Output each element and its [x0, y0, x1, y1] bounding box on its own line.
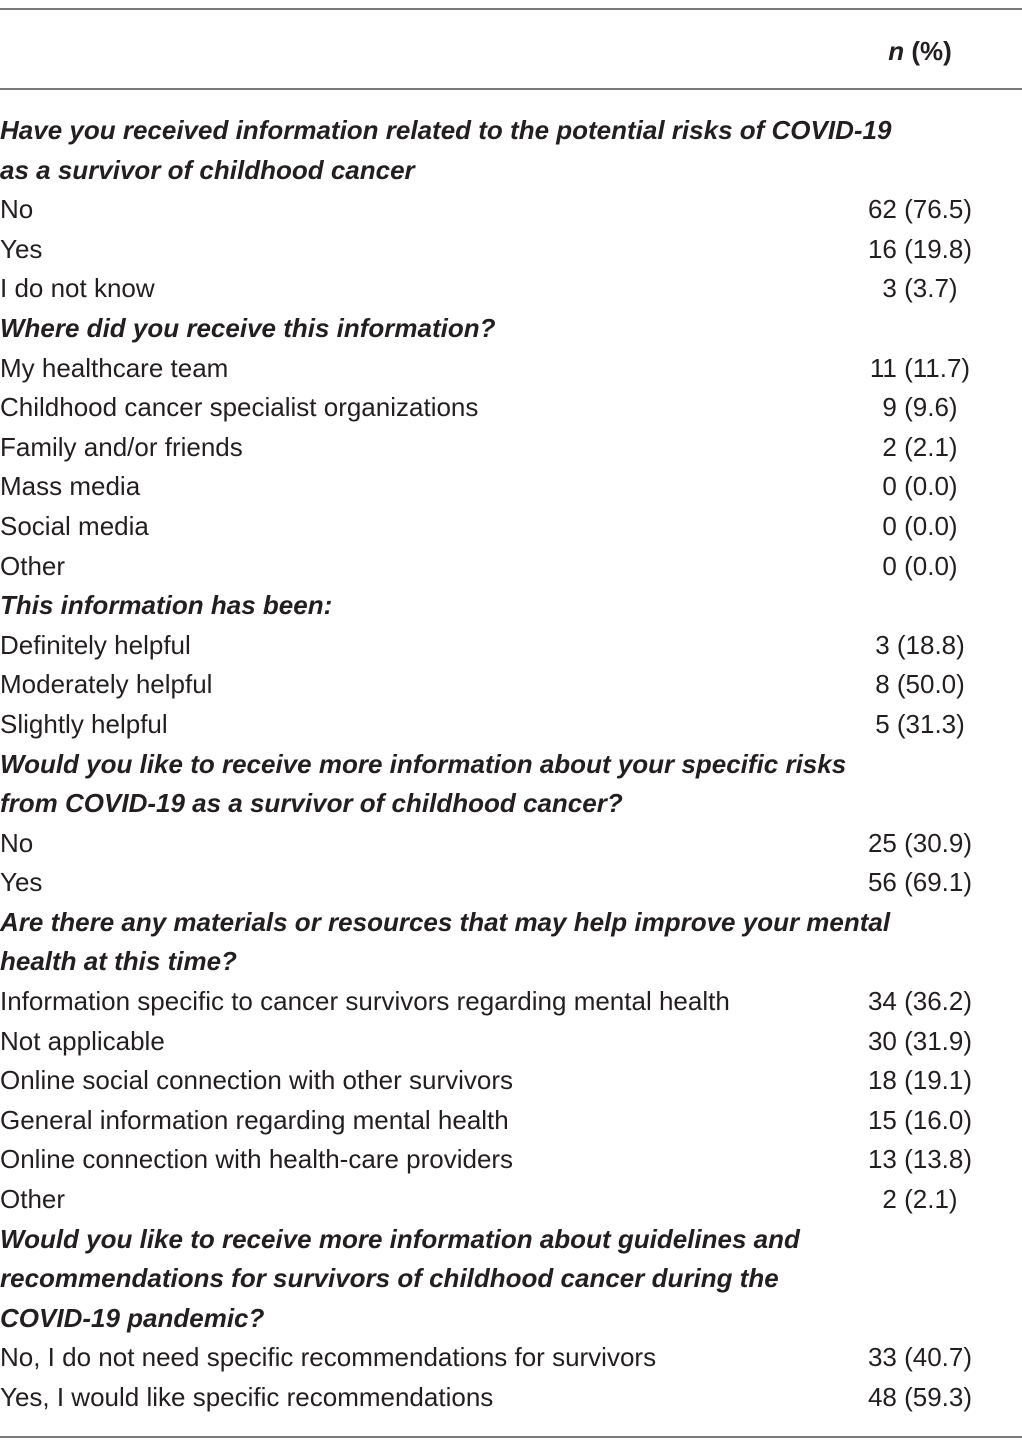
row-value: 34 (36.2)	[867, 986, 973, 1017]
row-label: Moderately helpful	[0, 669, 213, 700]
row-label: No, I do not need specific recommendations for survivors	[0, 1342, 657, 1373]
table-row	[0, 1378, 1022, 1418]
section-question	[0, 309, 1022, 349]
question-line: from COVID-19 as a survivor of childhood cancer?	[0, 788, 623, 819]
question-line: health at this time?	[0, 946, 237, 977]
row-value: 13 (13.8)	[867, 1144, 973, 1175]
section-question	[0, 586, 1022, 626]
table-bottom-rule	[0, 1436, 1022, 1438]
table-row	[0, 1101, 1022, 1141]
row-value: 48 (59.3)	[867, 1382, 973, 1412]
table-row	[0, 1022, 1022, 1062]
question-line: Would you like to receive more information about your specific risks	[0, 748, 847, 779]
table-row	[0, 547, 1022, 587]
row-value: 30 (31.9)	[867, 1025, 973, 1056]
section-question	[0, 111, 1022, 190]
row-label: Not applicable	[0, 1025, 165, 1056]
row-value: 3 (18.8)	[875, 629, 965, 660]
row-value: 5 (31.3)	[875, 708, 965, 739]
table-row	[0, 1180, 1022, 1220]
question-line: Would you like to receive more information about guidelines and	[0, 1223, 800, 1254]
row-value: 9 (9.6)	[882, 392, 958, 423]
question-line: recommendations for survivors of childhood cancer during the	[0, 1263, 779, 1294]
question-line: COVID-19 pandemic?	[0, 1302, 265, 1333]
table-row	[0, 1338, 1022, 1378]
row-label: Information specific to cancer survivors regarding mental health	[0, 986, 730, 1017]
row-label: Other	[0, 550, 66, 581]
row-label: Online connection with health-care providers	[0, 1144, 514, 1175]
row-value: 0 (0.0)	[882, 510, 958, 541]
row-label: No	[0, 827, 34, 858]
row-value: 18 (19.1)	[867, 1065, 973, 1096]
row-label: Online social connection with other survivors	[0, 1065, 514, 1096]
row-value: 33 (40.7)	[867, 1342, 973, 1373]
row-label: My healthcare team	[0, 352, 229, 383]
row-value: 56 (69.1)	[867, 867, 973, 898]
row-label: Slightly helpful	[0, 708, 168, 739]
row-value: 0 (0.0)	[882, 471, 958, 502]
table-row	[0, 388, 1022, 428]
table-row	[0, 665, 1022, 705]
table-row	[0, 1140, 1022, 1180]
header-pct: (%)	[904, 36, 952, 66]
row-label: Family and/or friends	[0, 431, 243, 462]
row-value: 62 (76.5)	[867, 194, 973, 225]
question-line: Have you received information related to the potential risks of COVID-19	[0, 115, 892, 145]
table-row	[0, 705, 1022, 745]
row-value: 8 (50.0)	[875, 669, 965, 700]
row-value: 25 (30.9)	[867, 827, 973, 858]
table-row	[0, 269, 1022, 309]
row-value: 2 (2.1)	[882, 1184, 958, 1215]
row-label: Childhood cancer specialist organizations	[0, 392, 479, 423]
section-question	[0, 1220, 1022, 1339]
table-body	[0, 111, 1022, 1418]
table-row	[0, 863, 1022, 903]
row-label: Mass media	[0, 471, 141, 502]
row-label: Yes	[0, 867, 43, 898]
row-value: 2 (2.1)	[882, 431, 958, 462]
question-line: This information has been:	[0, 590, 333, 621]
column-header-n-percent	[790, 31, 1022, 71]
row-label: Yes, I would like specific recommendations	[0, 1382, 494, 1412]
question-line: Where did you receive this information?	[0, 312, 496, 343]
question-line: Are there any materials or resources that may help improve your mental	[0, 906, 891, 937]
row-label: No	[0, 194, 34, 225]
section-question	[0, 745, 1022, 824]
table-row	[0, 982, 1022, 1022]
row-label: General information regarding mental health	[0, 1104, 509, 1135]
table-row	[0, 190, 1022, 230]
row-value: 15 (16.0)	[867, 1104, 973, 1135]
table-row	[0, 428, 1022, 468]
row-value: 16 (19.8)	[867, 233, 973, 264]
table-row	[0, 824, 1022, 864]
header-n: n	[888, 36, 905, 66]
row-value: 3 (3.7)	[882, 273, 958, 304]
row-label: Other	[0, 1184, 66, 1215]
table-row	[0, 349, 1022, 389]
row-label: Definitely helpful	[0, 629, 191, 660]
question-line: as a survivor of childhood cancer	[0, 154, 415, 185]
row-label: Yes	[0, 233, 43, 264]
table-row	[0, 1061, 1022, 1101]
table-row	[0, 230, 1022, 270]
row-value: 0 (0.0)	[882, 550, 958, 581]
table-top-rule	[0, 8, 1022, 10]
row-label: Social media	[0, 510, 149, 541]
table-row	[0, 507, 1022, 547]
table-header-rule	[0, 88, 1022, 90]
section-question	[0, 903, 1022, 982]
row-label: I do not know	[0, 273, 155, 304]
table-row	[0, 467, 1022, 507]
row-value: 11 (11.7)	[869, 352, 971, 383]
table-row	[0, 626, 1022, 666]
